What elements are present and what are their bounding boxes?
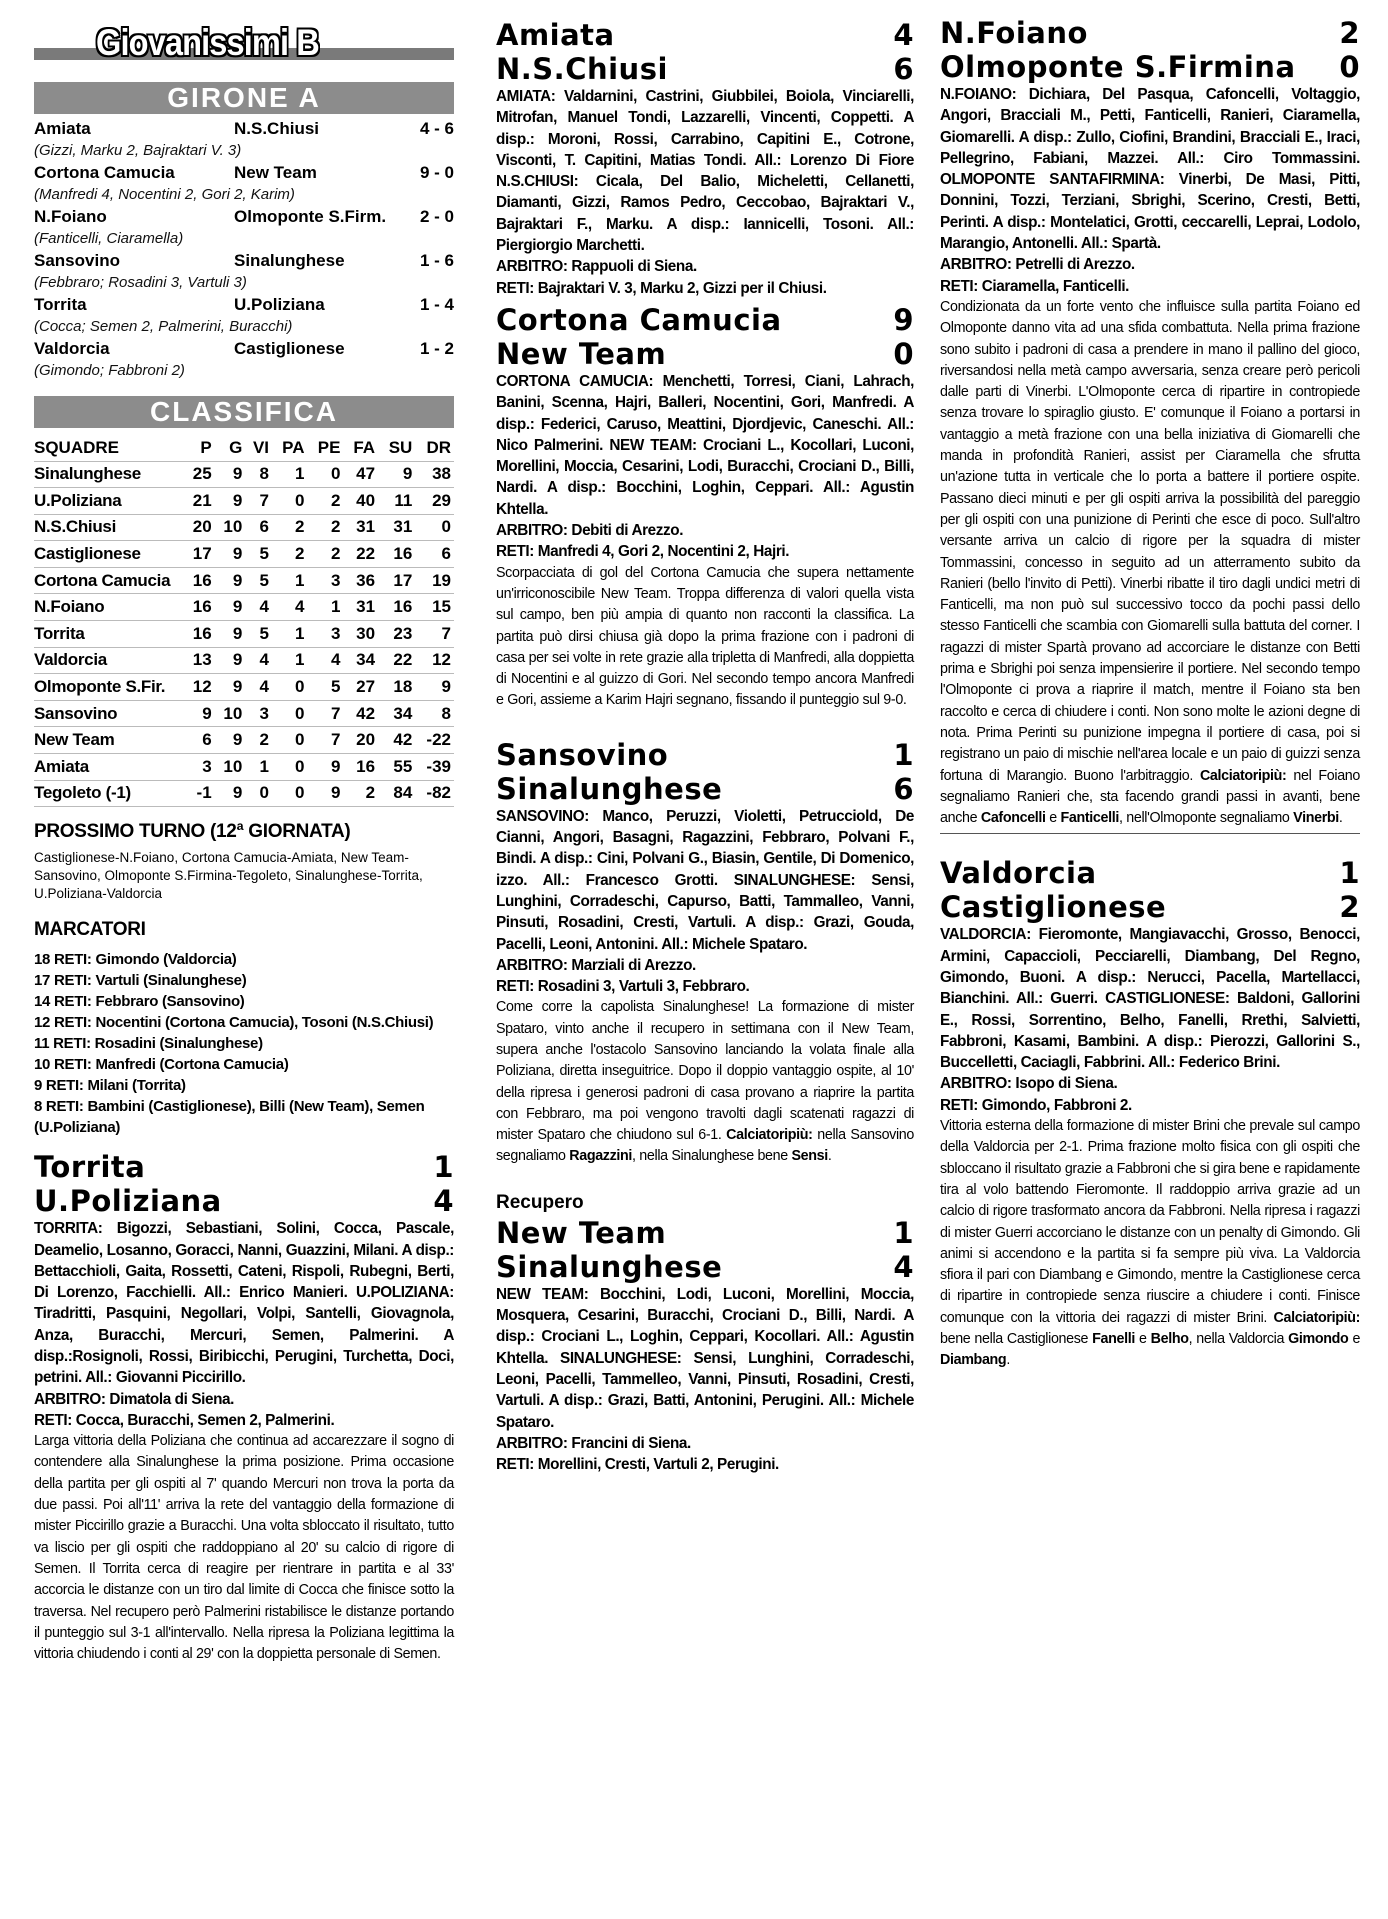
match-lineup: VALDORCIA: Fieromonte, Mangiavacchi, Grosso, Benocci, Armini, Capaccioli, Pecciarelli, Diambang, Del Regno, Gimondo, Buoni. A disp.: Nerucci, Pacella, Martellacci, Bianchini. All.: Guerri. CASTIGLIONESE: Baldoni, Gallorini E., Rossi, Sorrentino, Belho, Fanelli, Rrethi, Salvietti, Fabbroni, Kasami, Bambini. A disp.: Pierozzi, Gallorini S., Buccelletti, Caciagli, Fabbrini. All.: Federico Brini. (940, 926, 1360, 1072)
column-right (940, 16, 1360, 1372)
match-away-goals: 4 (893, 1249, 914, 1284)
result-score: 2 - 0 (419, 207, 454, 226)
standings-value: 16 (184, 567, 215, 594)
report-bold: Belho (1150, 1331, 1189, 1348)
match-arbitro: ARBITRO: Dimatola di Siena. (34, 1390, 234, 1408)
standings-value: 7 (308, 727, 344, 754)
match-reti: RETI: Cocca, Buracchi, Semen 2, Palmerini. (34, 1411, 335, 1429)
standings-value: 4 (272, 594, 307, 621)
divider (940, 833, 1360, 834)
standings-value: 38 (415, 461, 454, 488)
match-away-goals: 0 (893, 336, 914, 371)
standings-value: 17 (378, 567, 415, 594)
marcatori-line: 10 RETI: Manfredi (Cortona Camucia) (34, 1056, 289, 1074)
match-lineup: N.FOIANO: Dichiara, Del Pasqua, Cafoncelli, Voltaggio, Angori, Bracciali M., Petti, Fanticelli, Ranieri, Ciaramella, Giomarelli. A disp.: Zullo, Ciofini, Brandini, Bracciali E., Iraci, Pellegrino, Fabiani, Mazzei. All.: Ciro Tommassini. OLMOPONTE SANTAFIRMINA: Vinerbi, De Masi, Pitti, Donnini, Tozzi, Terziani, Sbrighi, Scerino, Cresti, Betti, Perinti. A disp.: Montelatici, Grotti, ceccarelli, Leprai, Lodolo, Marangio, Antonelli. All.: Spartà. (940, 86, 1360, 253)
standings-team: Tegoleto (-1) (34, 780, 184, 807)
standings-value: -82 (415, 780, 454, 807)
standings-row (34, 461, 454, 488)
standings-value: 3 (184, 754, 215, 781)
standings-value: 7 (415, 621, 454, 648)
result-scorers: (Manfredi 4, Nocentini 2, Gori 2, Karim) (34, 186, 295, 203)
standings-value: 12 (415, 647, 454, 674)
standings-value: 6 (245, 514, 272, 541)
standings-value: 5 (308, 674, 344, 701)
match-cortona (496, 303, 914, 712)
match-home-goals: 9 (893, 302, 914, 337)
standings-value: 16 (343, 754, 378, 781)
match-report: Larga vittoria della Poliziana che continua ad accarezzare il sogno di contendere alla Sinalunghese la prima posizione. Prima occasione della partita per gli ospiti al 7' quando Mercuri non trova la porta da due passi. Poi all'11' arriva la rete del vantaggio della formazione di mister Piccirillo grazie a Buracchi. Una volta sbloccato il risultato, tutto va liscio per gli ospiti che raddoppiano al 20' su calcio di rigore di Semen. Il Torrita cerca di reagire per rientrare in partita e al 33' accorcia le distanze con un tiro dal limite di Cocca che finisce sotto la traversa. Nel recupero però Palmerini ristabilisce le distanze portando il punteggio sul 3-1 all'intervallo. Nella ripresa la Poliziana legittima la vittoria chiudendo i conti al 29' con la doppietta personale di Semen. (34, 1433, 454, 1663)
result-home: Valdorcia (34, 339, 110, 358)
col-header: VI (245, 436, 272, 461)
standings-value: 0 (272, 727, 307, 754)
standings-value: 4 (245, 594, 272, 621)
match-away: Castiglionese (940, 890, 1167, 925)
result-away: N.S.Chiusi (234, 119, 320, 138)
match-report (496, 997, 914, 1167)
match-reti: RETI: Bajraktari V. 3, Marku 2, Gizzi per il Chiusi. (496, 279, 827, 297)
result-score: 4 - 6 (419, 119, 454, 138)
standings-value: 9 (184, 700, 215, 727)
report-text: e (1139, 1331, 1147, 1348)
standings-value: 0 (245, 780, 272, 807)
match-away: Sinalunghese (496, 771, 723, 806)
standings-value: 0 (272, 780, 307, 807)
standings-value: 9 (215, 541, 246, 568)
standings-value: 2 (245, 727, 272, 754)
match-torrita (34, 1150, 454, 1665)
standings-value: 30 (343, 621, 378, 648)
match-home: Sansovino (496, 737, 669, 772)
result-away: Olmoponte S.Firm. (234, 207, 387, 226)
marcatori-line: 14 RETI: Febbraro (Sansovino) (34, 993, 245, 1011)
match-home: Valdorcia (940, 856, 1097, 891)
match-lineup: NEW TEAM: Bocchini, Lodi, Luconi, Morellini, Moccia, Mosquera, Cesarini, Buracchi, Crociani D., Billi, Nardi. A disp.: Crociani L., Loghin, Ceppari, Kocollari. All.: Agustin Khtella. SINALUNGHESE: Sensi, Lunghini, Corradeschi, Leoni, Pacelli, Tammelleo, Vanni, Pinsuti, Rosadini, Cresti, Vartuli. A disp.: Grazi, Batti, Antonini, Perugini. All.: Michele Spataro. (496, 1285, 914, 1431)
standings-value: 3 (245, 700, 272, 727)
standings-value: 36 (343, 567, 378, 594)
standings-value: 8 (245, 461, 272, 488)
match-arbitro: ARBITRO: Petrelli di Arezzo. (940, 256, 1135, 274)
match-sansovino (496, 738, 914, 1168)
standings-value: 10 (215, 700, 246, 727)
column-left (34, 18, 454, 1665)
result-home: N.Foiano (34, 207, 107, 226)
match-arbitro: ARBITRO: Isopo di Siena. (940, 1075, 1118, 1093)
result-home: Sansovino (34, 251, 120, 270)
match-away-goals: 2 (1339, 890, 1360, 925)
col-header: SU (378, 436, 415, 461)
match-lineup: TORRITA: Bigozzi, Sebastiani, Solini, Cocca, Pascale, Deamelio, Losanno, Goracci, Nanni, Guazzini, Milani. A disp.: Bettacchioli, Gaita, Rossetti, Cateni, Rispoli, Rubegni, Berti, Di Lorenzo, Facchielli. All.: Enrico Manieri. U.POLIZIANA: Tiradritti, Pasquini, Negollari, Volpi, Santelli, Giovagnola, Anza, Buracchi, Mercuri, Semen, Palmerini. A disp.:Rosignoli, Rossi, Biribicchi, Perugini, Turchetta, Doci, petrini. All.: Giovanni Piccirillo. (34, 1220, 454, 1387)
col-header: P (184, 436, 215, 461)
standings-team: Castiglionese (34, 541, 184, 568)
standings-value: 17 (184, 541, 215, 568)
standings-value: 9 (215, 488, 246, 515)
result-away: U.Poliziana (234, 295, 325, 314)
report-bold: Calciatoripiù: (1199, 767, 1287, 784)
standings-value: 22 (343, 541, 378, 568)
standings-row (34, 541, 454, 568)
standings-row (34, 514, 454, 541)
standings-row (34, 488, 454, 515)
marcatori-line: 18 RETI: Gimondo (Valdorcia) (34, 951, 237, 969)
standings-team: Amiata (34, 754, 184, 781)
match-valdorcia (940, 856, 1360, 1371)
match-away: U.Poliziana (34, 1184, 222, 1219)
standings-value: 84 (378, 780, 415, 807)
match-home-goals: 4 (893, 18, 914, 52)
result-scorers: (Fanticelli, Ciaramella) (34, 230, 184, 247)
standings-value: 31 (378, 514, 415, 541)
standings-value: 0 (272, 488, 307, 515)
standings-value: 6 (184, 727, 215, 754)
standings-row (34, 621, 454, 648)
standings-value: 42 (343, 700, 378, 727)
report-text: Vittoria esterna della formazione di mister Brini che prevale sul campo della Valdorcia per 2-1. Prima frazione molto fisica con gli ospiti che sbloccano il risultato grazie a Fabbroni che si gira bene e rapidamente tira al volo battendo Fieromonte. Il raddoppio arriva grazie ad un calcio di rigore trasformato ancora da Fabbroni. Nella ripresa i ragazzi di mister Guerri accorciano le distanze con un penalty di Gimondo. Gli animi si accendono e la partita si fa sempre più viva. La Valdorcia sfiora il pari con Diambang e Gimondo, mentre la Castiglionese cerca di ripartire in contropiede senza riuscire a chiudere i conti. Finisce comunque con la vittoria dei ragazzi di mister Brini. (940, 1118, 1360, 1326)
result-score: 9 - 0 (419, 163, 454, 182)
recupero-label: Recupero (496, 1191, 584, 1213)
standings-value: 10 (215, 514, 246, 541)
match-home: New Team (496, 1215, 667, 1250)
standings-value: 2 (308, 488, 344, 515)
col-header: SQUADRE (34, 436, 184, 461)
standings-team: New Team (34, 727, 184, 754)
marcatori-line: 9 RETI: Milani (Torrita) (34, 1077, 186, 1095)
standings-value: 22 (378, 647, 415, 674)
standings-value: 7 (245, 488, 272, 515)
result-item (34, 294, 454, 338)
match-away-goals: 6 (893, 771, 914, 806)
result-away: Castiglionese (234, 339, 345, 358)
masthead (34, 22, 454, 68)
match-report (940, 1116, 1360, 1372)
result-item (34, 162, 454, 206)
standings-team: Cortona Camucia (34, 567, 184, 594)
report-bold: Fanelli (1092, 1331, 1136, 1348)
standings-value: 2 (308, 541, 344, 568)
standings-value: 34 (343, 647, 378, 674)
standings-value: 4 (308, 647, 344, 674)
col-header: G (215, 436, 246, 461)
marcatori-line: 12 RETI: Nocentini (Cortona Camucia), Tosoni (N.S.Chiusi) (34, 1014, 434, 1032)
standings-value: 9 (215, 647, 246, 674)
result-item (34, 250, 454, 294)
match-home: N.Foiano (940, 16, 1088, 50)
classifica-band: CLASSIFICA (34, 396, 454, 428)
standings-value: 16 (184, 621, 215, 648)
standings-value: 0 (308, 461, 344, 488)
standings-value: 1 (272, 461, 307, 488)
standings-value: 27 (343, 674, 378, 701)
standings-team: Olmoponte S.Fir. (34, 674, 184, 701)
match-home-goals: 2 (1339, 16, 1360, 50)
match-home-goals: 1 (1339, 856, 1360, 891)
standings-value: 19 (415, 567, 454, 594)
report-text: , nella Valdorcia (1188, 1331, 1285, 1348)
match-arbitro: ARBITRO: Francini di Siena. (496, 1434, 691, 1452)
result-scorers: (Gimondo; Fabbroni 2) (34, 362, 185, 379)
standings-value: 9 (215, 567, 246, 594)
match-away: New Team (496, 336, 667, 371)
report-text: , nella Sinalunghese bene (632, 1148, 788, 1165)
result-item (34, 118, 454, 162)
match-away: N.S.Chiusi (496, 52, 668, 86)
result-item (34, 206, 454, 250)
match-report: Scorpacciata di gol del Cortona Camucia che supera nettamente un'irriconoscibile New Team. Troppa differenza di valori quella vista sul campo, ben più ampia di quanto non racconti la classifica. La partita può dirsi chiusa già dopo la prima frazione con i padroni di casa per sei volte in rete grazie alla tripletta di Manfredi, alla doppietta di Nocentini e al guizzo di Gori. Nel secondo tempo ancora Manfredi e Gori, assieme a Karim Hajri segnano, fissando il punteggio sul 9-0. (496, 564, 914, 709)
result-item (34, 338, 454, 382)
match-lineup: SANSOVINO: Manco, Peruzzi, Violetti, Petrucciold, De Cianni, Angori, Basagni, Ragazzini, Febbraro, Polvani F., Bindi. A disp.: Cini, Polvani G., Biasin, Gentile, Di Domenico, izzo. All.: Francesco Grotti. SINALUNGHESE: Sensi, Lunghini, Corradeschi, Capurso, Batti, Tammalleo, Vanni, Pinsuti, Rosadini, Cresti, Vartuli. A disp.: Grazi, Gouda, Pacelli, Leoni, Antonini. All.: Michele Spataro. (496, 807, 914, 953)
standings-row (34, 647, 454, 674)
standings-value: 2 (343, 780, 378, 807)
standings-value: 1 (272, 567, 307, 594)
standings-value: 31 (343, 514, 378, 541)
standings-value: 5 (245, 567, 272, 594)
report-text: , nell'Olmoponte segnaliamo (1119, 810, 1290, 827)
result-score: 1 - 2 (419, 339, 454, 358)
match-reti: RETI: Manfredi 4, Gori 2, Nocentini 2, Hajri. (496, 543, 790, 561)
standings-value: 8 (415, 700, 454, 727)
report-text: nella Sansovino segnaliamo (496, 1127, 915, 1165)
standings-value: 9 (378, 461, 415, 488)
result-score: 1 - 6 (419, 251, 454, 270)
result-scorers: (Febbraro; Rosadini 3, Vartuli 3) (34, 274, 247, 291)
standings-team: Valdorcia (34, 647, 184, 674)
standings-value: 9 (215, 727, 246, 754)
standings-value: -22 (415, 727, 454, 754)
standings-value: 34 (378, 700, 415, 727)
standings-value: 55 (378, 754, 415, 781)
standings-team: U.Poliziana (34, 488, 184, 515)
match-home-goals: 1 (433, 1150, 454, 1185)
report-bold: Gimondo (1288, 1331, 1349, 1348)
standings-row (34, 727, 454, 754)
standings-value: 3 (308, 621, 344, 648)
standings-value: 1 (272, 647, 307, 674)
match-away: Olmoponte S.Firmina (940, 50, 1296, 84)
match-away-goals: 4 (433, 1184, 454, 1219)
standings-value: -1 (184, 780, 215, 807)
marcatori-list (34, 949, 454, 1138)
result-scorers: (Cocca; Semen 2, Palmerini, Buracchi) (34, 318, 293, 335)
result-away: Sinalunghese (234, 251, 345, 270)
standings-table (34, 436, 454, 807)
match-reti: RETI: Rosadini 3, Vartuli 3, Febbraro. (496, 978, 750, 996)
standings-value: -39 (415, 754, 454, 781)
match-arbitro: ARBITRO: Marziali di Arezzo. (496, 956, 696, 974)
match-recupero (496, 1190, 914, 1476)
standings-value: 42 (378, 727, 415, 754)
match-amiata (496, 18, 914, 299)
standings-value: 31 (343, 594, 378, 621)
standings-team: Sinalunghese (34, 461, 184, 488)
col-header: PE (308, 436, 344, 461)
match-reti: RETI: Gimondo, Fabbroni 2. (940, 1096, 1132, 1114)
match-away-goals: 0 (1339, 50, 1360, 84)
result-away: New Team (234, 163, 317, 182)
standings-team: Torrita (34, 621, 184, 648)
standings-value: 6 (415, 541, 454, 568)
match-reti: RETI: Morellini, Cresti, Vartuli 2, Perugini. (496, 1456, 779, 1474)
match-home-goals: 1 (893, 737, 914, 772)
standings-value: 3 (308, 567, 344, 594)
match-report (940, 297, 1360, 829)
standings-value: 9 (308, 780, 344, 807)
standings-value: 20 (184, 514, 215, 541)
standings-value: 5 (245, 541, 272, 568)
match-home: Cortona Camucia (496, 302, 782, 337)
match-foiano (940, 16, 1360, 829)
standings-value: 1 (245, 754, 272, 781)
report-text: . (1338, 810, 1343, 827)
standings-value: 2 (272, 514, 307, 541)
result-home: Cortona Camucia (34, 163, 175, 182)
match-away: Sinalunghese (496, 1249, 723, 1284)
standings-team: N.Foiano (34, 594, 184, 621)
match-arbitro: ARBITRO: Debiti di Arezzo. (496, 522, 684, 540)
standings-value: 1 (272, 621, 307, 648)
match-home: Amiata (496, 18, 615, 52)
marcatori-line: 11 RETI: Rosadini (Sinalunghese) (34, 1035, 263, 1053)
report-bold: Fanticelli (1060, 810, 1120, 827)
standings-value: 1 (308, 594, 344, 621)
standings-value: 25 (184, 461, 215, 488)
standings-team: N.S.Chiusi (34, 514, 184, 541)
standings-body (34, 461, 454, 807)
standings-value: 10 (215, 754, 246, 781)
match-reti: RETI: Ciaramella, Fanticelli. (940, 277, 1130, 295)
marcatori-line: 17 RETI: Vartuli (Sinalunghese) (34, 972, 247, 990)
match-home-goals: 1 (893, 1215, 914, 1250)
column-middle (496, 18, 914, 1475)
match-lineup: CORTONA CAMUCIA: Menchetti, Torresi, Ciani, Lahrach, Banini, Scenna, Hajri, Balleri, Nocentini, Gori, Manfredi. A disp.: Federici, Caruso, Meattini, Djordjevic, Caneschi. All.: Nico Palmerini. NEW TEAM: Crociani L., Kocollari, Luconi, Morellini, Moccia, Cesarini, Lodi, Buracchi, Crociani D., Billi, Nardi. A disp.: Bocchini, Loghin, Ceppari. All.: Agustin Khtella. (496, 372, 914, 518)
report-text: . (827, 1148, 832, 1165)
standings-team: Sansovino (34, 700, 184, 727)
standings-value: 18 (378, 674, 415, 701)
standings-row (34, 780, 454, 807)
standings-value: 7 (308, 700, 344, 727)
report-text: e (1352, 1331, 1361, 1348)
standings-value: 11 (378, 488, 415, 515)
col-header: PA (272, 436, 307, 461)
report-bold: Cafoncelli (980, 810, 1046, 827)
match-away-goals: 6 (893, 52, 914, 86)
standings-row (34, 594, 454, 621)
report-text: Come corre la capolista Sinalunghese! La formazione di mister Spataro, vinto anche il recupero in settimana con il New Team, supera anche l'ostacolo Sansovino lanciando la volata finale alla Poliziana, diretta inseguitrice. Dopo il doppio vantaggio ospite, al 10' della ripresa i generosi padroni di casa provano a riaprire la partita con Febbraro, ma poi vengono travolti dagli scatenati ragazzi di mister Spataro che chiudono sul 6-1. (496, 999, 914, 1144)
standings-value: 29 (415, 488, 454, 515)
report-text: nel Foiano segnaliamo Ranieri che, sta facendo grandi passi in avanti, bene anche (940, 767, 1361, 827)
standings-row (34, 567, 454, 594)
match-home: Torrita (34, 1150, 146, 1185)
report-text: e (1049, 810, 1057, 827)
standings-value: 23 (378, 621, 415, 648)
standings-value: 9 (215, 594, 246, 621)
col-header: FA (343, 436, 378, 461)
report-bold: Calciatoripiù: (1273, 1309, 1360, 1326)
results-list (34, 118, 454, 382)
standings-value: 16 (378, 594, 415, 621)
report-bold: Diambang (940, 1352, 1007, 1369)
standings-value: 9 (415, 674, 454, 701)
standings-row (34, 754, 454, 781)
standings-value: 47 (343, 461, 378, 488)
report-text: . (1006, 1352, 1010, 1369)
standings-value: 9 (215, 674, 246, 701)
match-arbitro: ARBITRO: Rappuoli di Siena. (496, 258, 697, 276)
col-header: DR (415, 436, 454, 461)
result-score: 1 - 4 (419, 295, 454, 314)
report-bold: Sensi (791, 1148, 828, 1165)
standings-value: 0 (415, 514, 454, 541)
prossimo-text: Castiglionese-N.Foiano, Cortona Camucia-Amiata, New Team-Sansovino, Olmoponte S.Firmina-Tegoleto, Sinalunghese-Torrita, U.Poliziana-Valdorcia (34, 850, 423, 902)
result-home: Amiata (34, 119, 91, 138)
standings-value: 2 (308, 514, 344, 541)
standings-value: 4 (245, 674, 272, 701)
standings-value: 0 (272, 700, 307, 727)
standings-value: 0 (272, 674, 307, 701)
standings-value: 4 (245, 647, 272, 674)
result-home: Torrita (34, 295, 87, 314)
standings-row (34, 674, 454, 701)
standings-header-row (34, 436, 454, 461)
report-text: Condizionata da un forte vento che influisce sulla partita Foiano ed Olmoponte danno vita ad una sfida combattuta. Nella prima frazione sono subito i padroni di casa a prendere in mano il pallino del gioco, riversandosi nella metà campo avversaria, senza creare però pericoli dalle parti di Vinerbi. L'Olmoponte cerca di ripartire in contropiede senza trovare lo spiraglio giusto. E' comunque il Foiano a portarsi in vantaggio a metà frazione con una bella iniziativa di Giomarelli che manda in profondità Ranieri, assist per Ciaramella che sfrutta un'azione tutta in verticale che lo porta a battere il portiere ospite. Passano dieci minuti e per gli ospiti arriva la possibilità del pareggio per gli ospiti con una punizione di Perinti che esce di poco. Sull'altro versante arriva un calcio di rigore per la squadra di mister Tommassini, concesso in seguito ad un atterramento subito da Ranieri (bello l'invito di Petti). Vinerbi ribatte il tiro dagli undici metri di Fanticelli, ma non può sul successivo tocco da pochi passi dello stesso Fanticelli che scambia con Giomarelli sulla battuta del corner. I ragazzi di mister Spartà provano ad accorciare le distanze con Betti prima e Sbrighi poi senza impensierire il portiere. Nel secondo tempo l'Olmoponte ci prova a riaprire il match, mentre il Foiano sta ben raccolto e cerca di chiudere i conti. Non sono molte le azioni degne di nota. Prima Perinti su punizione impegna il portiere di casa, poi si registrano un paio di mischie nell'area locale e un paio di guizzi senza fortuna di Marangio. Buono l'arbitraggio. (940, 298, 1360, 784)
standings-value: 9 (215, 621, 246, 648)
standings-value: 9 (308, 754, 344, 781)
girone-band: GIRONE A (34, 82, 454, 114)
standings-value: 20 (343, 727, 378, 754)
standings-value: 0 (272, 754, 307, 781)
prossimo-title: PROSSIMO TURNO (12ª GIORNATA) (34, 821, 351, 843)
match-lineup: AMIATA: Valdarnini, Castrini, Giubbilei, Boiola, Vinciarelli, Mitrofan, Manuel Tondi, Lazzarelli, Vincenti, Coppetti. A disp.: Moroni, Rossi, Carrabino, Capitini E., Cotrone, Visconti, T. Capitini, Matias Tondi. All.: Lorenzo Di Fiore N.S.CHIUSI: Cicala, Del Balio, Micheletti, Cellanetti, Diamanti, Gizzi, Ramos Pedro, Ceccobao, Bajraktari V., Bajraktari F., Marku. A disp.: Iannicelli, Tosoni. All.: Piergiorgio Marchetti. (496, 88, 914, 255)
marcatori-line: 8 RETI: Bambini (Castiglionese), Billi (New Team), Semen (U.Poliziana) (34, 1098, 425, 1137)
standings-value: 13 (184, 647, 215, 674)
standings-value: 15 (415, 594, 454, 621)
result-scorers: (Gizzi, Marku 2, Bajraktari V. 3) (34, 142, 242, 159)
report-bold: Calciatoripiù: (726, 1127, 813, 1144)
standings-row (34, 700, 454, 727)
standings-value: 9 (215, 780, 246, 807)
standings-value: 9 (215, 461, 246, 488)
standings-value: 5 (245, 621, 272, 648)
standings-value: 40 (343, 488, 378, 515)
marcatori-title: MARCATORI (34, 919, 146, 941)
standings-value: 2 (272, 541, 307, 568)
standings-value: 16 (378, 541, 415, 568)
standings-value: 16 (184, 594, 215, 621)
report-bold: Ragazzini (569, 1148, 633, 1165)
standings-value: 21 (184, 488, 215, 515)
report-text: bene nella Castiglionese (940, 1331, 1089, 1348)
masthead-title: Giovanissimi B (96, 22, 319, 63)
report-bold: Vinerbi (1293, 810, 1339, 827)
standings-value: 12 (184, 674, 215, 701)
